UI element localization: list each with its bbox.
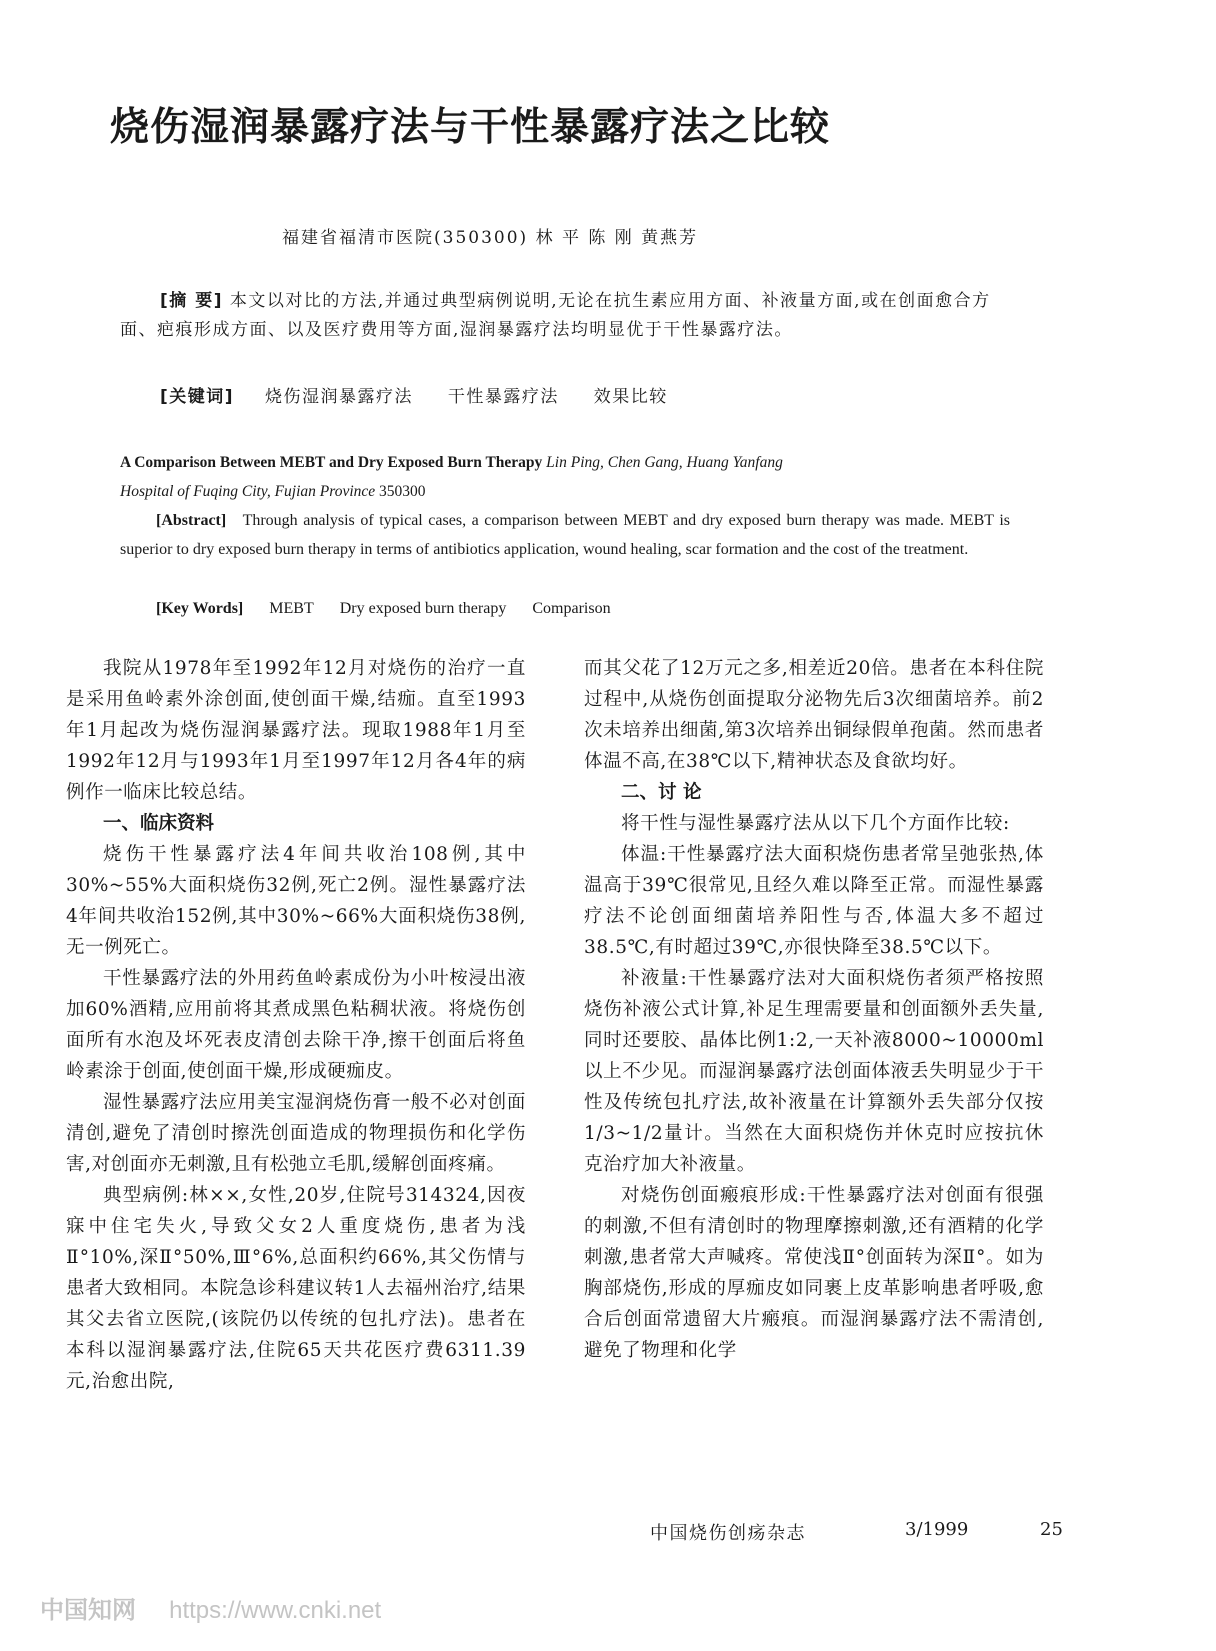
chinese-abstract [120,287,1010,345]
english-keyword-item: Comparison [532,600,611,617]
english-authors: Lin Ping, Chen Gang, Huang Yanfang [546,454,783,471]
section-heading: 一、临床资料 [103,813,215,834]
footer-issue: 3/1999 [905,1519,969,1540]
page-number: 25 [1040,1519,1063,1540]
body-paragraph: 烧伤干性暴露疗法4年间共收治108例,其中30%~55%大面积烧伤32例,死亡2例。湿性暴露疗法4年间共收治152例,其中30%~66%大面积烧伤38例,无一例死亡。 [66,844,526,958]
author-byline: 福建省福清市医院(350300) 林 平 陈 刚 黄燕芳 [282,228,699,248]
body-paragraph: 对烧伤创面瘢痕形成:干性暴露疗法对创面有很强的刺激,不但有清创时的物理摩擦刺激,还有酒精的化学刺激,患者常大声喊疼。常使浅Ⅱ°创面转为深Ⅱ°。如为胸部烧伤,形成的厚痂皮如同裹上皮革影响患者呼吸,愈合后创面常遗留大片瘢痕。而湿润暴露疗法不需清创,避免了物理和化学 [584,1185,1044,1361]
keyword-item: 烧伤湿润暴露疗法 [264,387,413,407]
body-column-left [66,653,526,1397]
keywords-label: [关键词] [160,387,235,407]
keyword-item: 效果比较 [593,387,668,407]
body-paragraph: 干性暴露疗法的外用药鱼岭素成份为小叶桉浸出液加60%酒精,应用前将其煮成黑色粘稠状液。将烧伤创面所有水泡及坏死表皮清创去除干净,擦干创面后将鱼岭素涂于创面,使创面干燥,形成硬痂皮。 [66,968,526,1082]
chinese-keywords [160,383,1010,412]
english-keywords [156,594,633,623]
body-paragraph: 典型病例:林××,女性,20岁,住院号314324,因夜寐中住宅失火,导致父女2人重度烧伤,患者为浅Ⅱ°10%,深Ⅱ°50%,Ⅲ°6%,总面积约66%,其父伤情与患者大致相同。本院急诊科建议转1人去福州治疗,结果其父去省立医院,(该院仍以传统的包扎疗法)。患者在本科以湿润暴露疗法,住院65天共花医疗费6311.39元,治愈出院, [66,1185,526,1392]
cnki-watermark [40,1590,381,1625]
english-abstract-label: [Abstract] [156,512,227,529]
cnki-logo: 中国知网 [40,1596,136,1624]
english-title-block [120,448,1010,506]
cnki-url: https://www.cnki.net [169,1597,382,1624]
english-affiliation: Hospital of Fuqing City, Fujian Province [120,483,376,500]
english-abstract-text: Through analysis of typical cases, a comparison between MEBT and dry exposed burn therapy was made. MEBT is superior to dry exposed burn therapy in terms of antibiotics application, wound healing, scar formation and the cost of the treatment. [120,512,1010,558]
body-column-right [584,653,1044,1366]
english-postcode: 350300 [379,483,426,500]
keyword-item: 干性暴露疗法 [447,387,559,407]
english-keyword-item: MEBT [269,600,314,617]
abstract-label: [摘 要] [160,291,223,311]
english-title: A Comparison Between MEBT and Dry Exposed Burn Therapy [120,454,543,471]
body-paragraph: 体温:干性暴露疗法大面积烧伤患者常呈弛张热,体温高于39℃很常见,且经久难以降至正常。而湿性暴露疗法不论创面细菌培养阳性与否,体温大多不超过38.5℃,有时超过39℃,亦很快降至38.5℃以下。 [584,844,1044,958]
english-keyword-item: Dry exposed burn therapy [339,600,507,617]
body-paragraph: 湿性暴露疗法应用美宝湿润烧伤膏一般不必对创面清创,避免了清创时擦洗创面造成的物理损伤和化学伤害,对创面亦无刺激,且有松弛立毛肌,缓解创面疼痛。 [66,1092,526,1175]
footer-journal-name: 中国烧伤创疡杂志 [650,1523,806,1544]
english-abstract [120,506,1010,564]
article-title: 烧伤湿润暴露疗法与干性暴露疗法之比较 [110,105,831,150]
body-paragraph: 我院从1978年至1992年12月对烧伤的治疗一直是采用鱼岭素外涂创面,使创面干燥,结痂。直至1993年1月起改为烧伤湿润暴露疗法。现取1988年1月至1992年12月与1993年1月至1997年12月各4年的病例作一临床比较总结。 [66,658,526,803]
body-paragraph: 补液量:干性暴露疗法对大面积烧伤者须严格按照烧伤补液公式计算,补足生理需要量和创面额外丢失量,同时还要胶、晶体比例1:2,一天补液8000~10000ml以上不少见。而湿润暴露疗法创面体液丢失明显少于干性及传统包扎疗法,故补液量在计算额外丢失部分仅按1/3~1/2量计。当然在大面积烧伤并休克时应按抗休克治疗加大补液量。 [584,968,1044,1175]
abstract-text: 本文以对比的方法,并通过典型病例说明,无论在抗生素应用方面、补液量方面,或在创面愈合方面、疤痕形成方面、以及医疗费用等方面,湿润暴露疗法均明显优于干性暴露疗法。 [120,291,991,340]
body-paragraph: 将干性与湿性暴露疗法从以下几个方面作比较: [621,813,1010,834]
english-keywords-label: [Key Words] [156,600,244,617]
body-paragraph: 而其父花了12万元之多,相差近20倍。患者在本科住院过程中,从烧伤创面提取分泌物先后3次细菌培养。前2次未培养出细菌,第3次培养出铜绿假单孢菌。然而患者体温不高,在38℃以下,精神状态及食欲均好。 [584,658,1044,772]
section-heading: 二、讨 论 [621,782,702,803]
